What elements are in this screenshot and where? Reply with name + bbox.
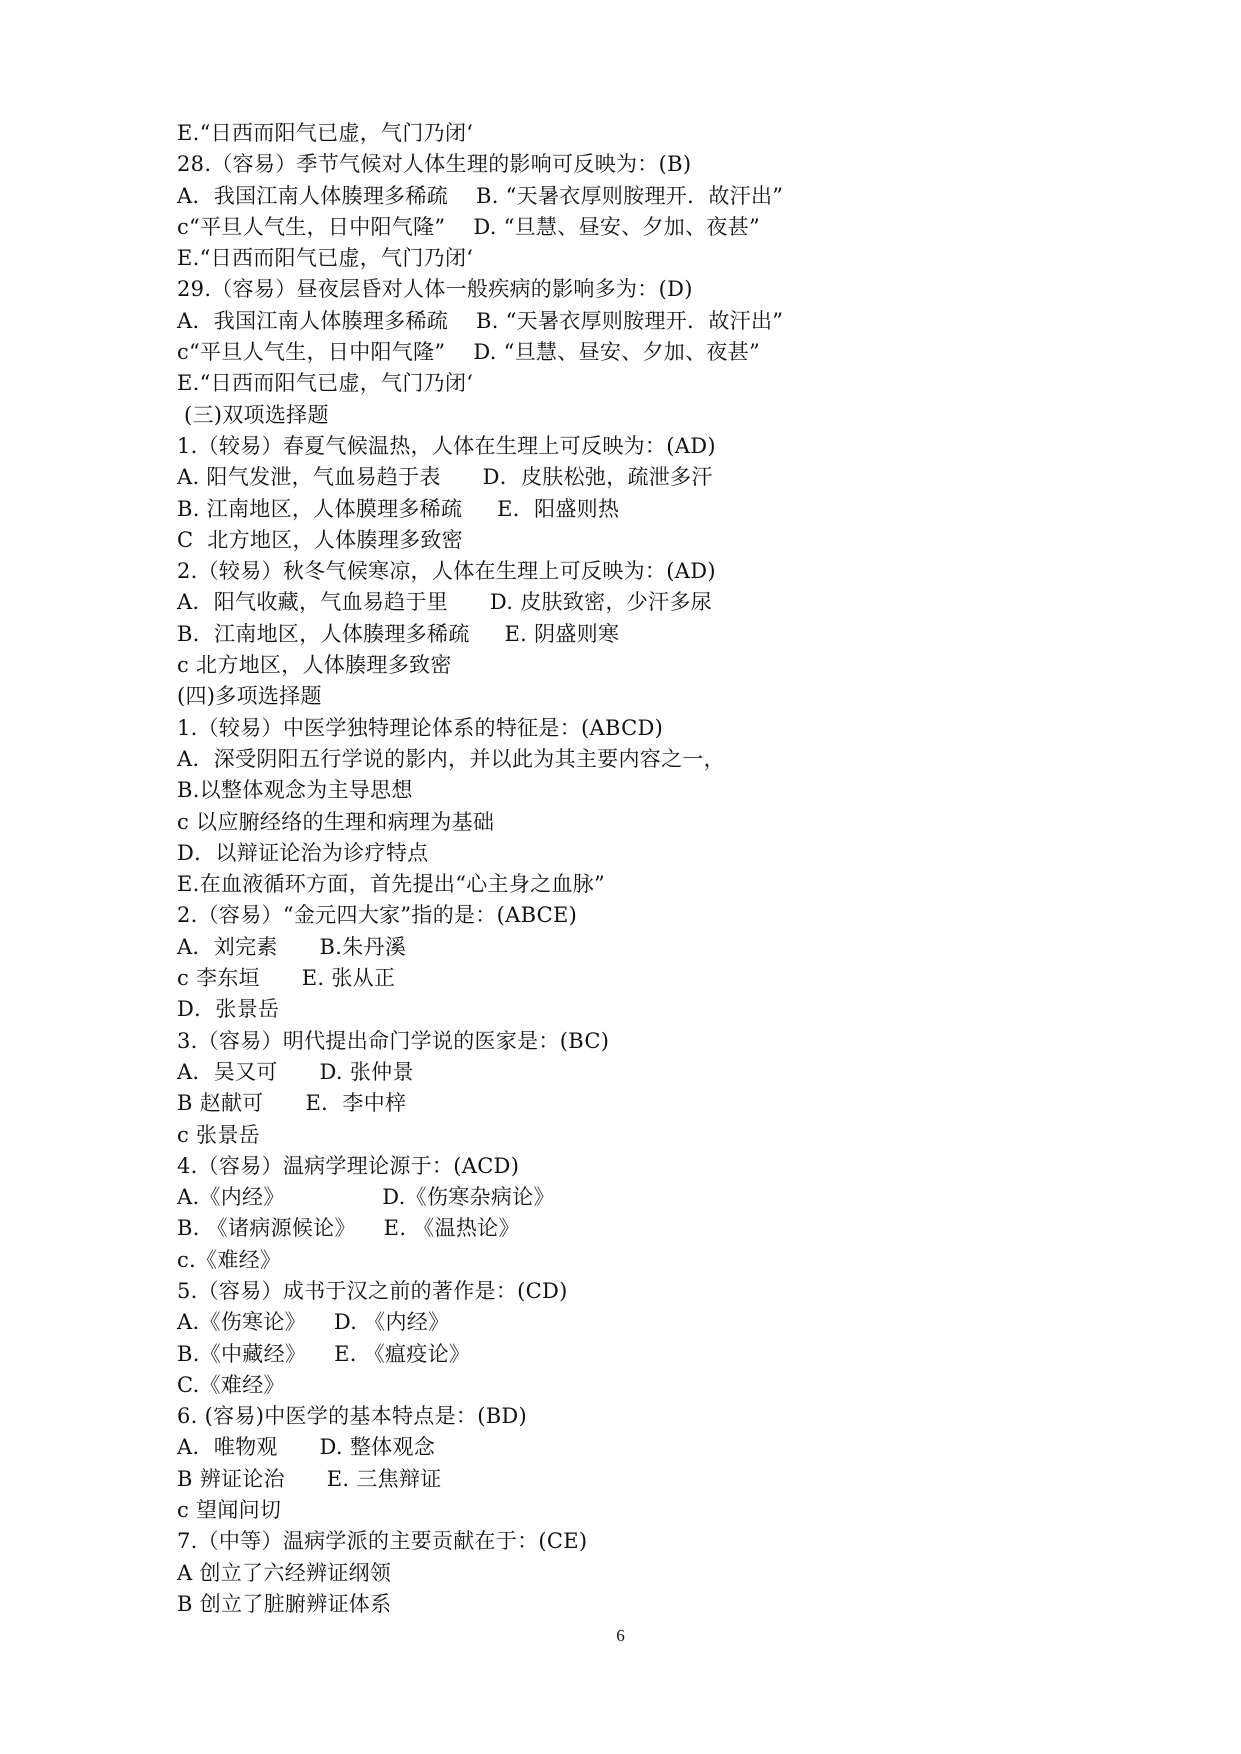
text-line: E.“日西而阳气已虚，气门乃闭‘ [177,371,474,396]
text-line: 4.（容易）温病学理论源于：(ACD) [177,1153,520,1178]
text-line: E.在血液循环方面，首先提出“心主身之血脉” [177,872,606,897]
text-line: A．我国江南人体腠理多稀疏 B. “天暑衣厚则胺理开．故汗出” [177,183,784,208]
text-line: 7.（中等）温病学派的主要贡献在于：(CE) [177,1529,588,1554]
text-line: A．吴又可 D. 张仲景 [177,1059,414,1084]
text-line: c.《难经》 [177,1247,282,1272]
text-line: (四)多项选择题 [177,684,322,709]
text-line: B 赵献可 E．李中梓 [177,1091,407,1116]
text-line: B 创立了脏腑辨证体系 [177,1591,392,1616]
text-line: 6. (容易)中医学的基本特点是：(BD) [177,1404,528,1429]
text-line: 29.（容易）昼夜层昏对人体一般疾病的影响多为：(D) [177,277,693,302]
text-line: 5.（容易）成书于汉之前的著作是：(CD) [177,1278,568,1303]
text-line: 28.（容易）季节气候对人体生理的影响可反映为：(B) [177,152,692,177]
text-line: c 李东垣 E. 张从正 [177,966,396,991]
page-content [177,118,1137,1620]
text-line: c“平旦人气生，日中阳气隆” D. “旦慧、昼安、夕加、夜甚” [177,340,761,365]
text-line: 1.（较易）春夏气候温热，人体在生理上可反映为：(AD) [177,433,716,458]
text-line: B.《中藏经》 E. 《瘟疫论》 [177,1341,471,1366]
text-line: B．江南地区，人体腠理多稀疏 E. 阴盛则寒 [177,621,620,646]
text-line: c 张景岳 [177,1122,260,1147]
text-line: B 辨证论治 E. 三焦辩证 [177,1466,442,1491]
text-line: A．我国江南人体腠理多稀疏 B. “天暑衣厚则胺理开．故汗出” [177,308,784,333]
text-line: B. 江南地区，人体膜理多稀疏 E．阳盛则热 [177,496,620,521]
text-line: A．唯物观 D. 整体观念 [177,1435,436,1460]
text-line: E.“日西而阳气已虚，气门乃闭‘ [177,121,474,145]
text-line: 3.（容易）明代提出命门学说的医家是：(BC) [177,1028,610,1053]
text-line: A．刘完素 B.朱丹溪 [177,934,407,959]
text-line: A．深受阴阳五行学说的影内，并以此为其主要内容之一， [177,746,725,771]
text-line: C 北方地区，人体腠理多致密 [177,527,463,552]
text-line: D．以辩证论治为诊疗特点 [177,840,429,865]
text-line: 1.（较易）中医学独特理论体系的特征是：(ABCD) [177,715,664,740]
page-number: 6 [616,1626,625,1645]
text-line: 2.（较易）秋冬气候寒凉，人体在生理上可反映为：(AD) [177,559,716,584]
text-line: B.以整体观念为主导思想 [177,778,413,803]
text-line: D．张景岳 [177,997,280,1022]
text-line: A.《伤寒论》 D. 《内经》 [177,1310,450,1335]
text-line: c“平旦人气生，日中阳气隆” D. “旦慧、昼安、夕加、夜甚” [177,214,761,239]
text-line: A.《内经》 D.《伤寒杂病论》 [177,1185,555,1210]
text-line: E.“日西而阳气已虚，气门乃闭‘ [177,246,474,271]
text-line: c 以应腑经络的生理和病理为基础 [177,809,495,834]
text-line: A 创立了六经辨证纲领 [177,1560,392,1585]
text-line: A．阳气收藏，气血易趋于里 D. 皮肤致密，少汗多尿 [177,590,712,615]
text-line: c 北方地区，人体腠理多致密 [177,653,452,678]
text-line: c 望闻问切 [177,1498,282,1523]
text-line: (三)双项选择题 [177,402,329,427]
text-line: B. 《诸病源候论》 E. 《温热论》 [177,1216,520,1241]
text-line: 2.（容易）“金元四大家”指的是：(ABCE) [177,903,578,928]
text-line: A. 阳气发泄，气血易趋于表 D．皮肤松弛，疏泄多汗 [177,465,713,490]
text-line: C.《难经》 [177,1372,285,1397]
